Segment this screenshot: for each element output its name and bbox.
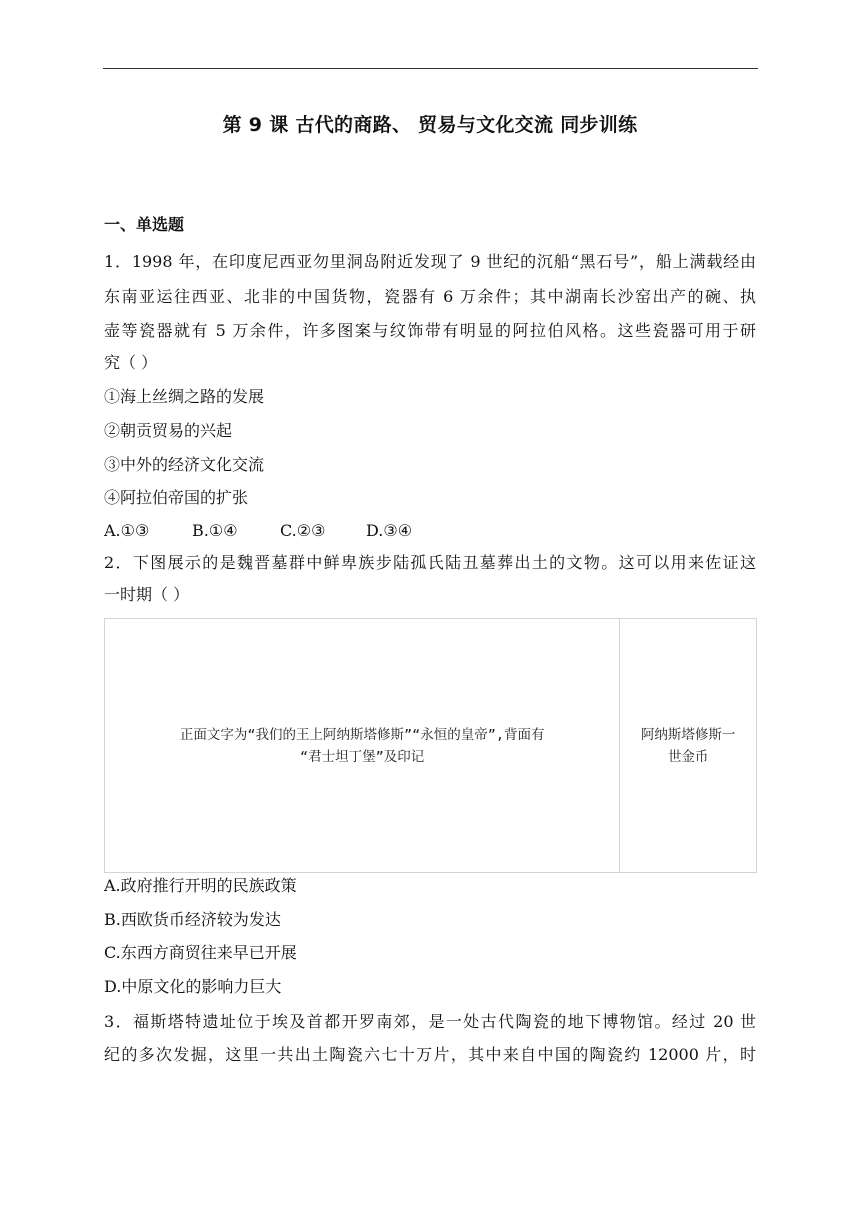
q1-line-2: 东南亚运往西亚、北非的中国货物，瓷器有 6 万余件；其中湖南长沙窑出产的碗、执	[104, 287, 756, 306]
q1-option-b[interactable]: B.①④	[192, 521, 238, 540]
q1-option-a[interactable]: A.①③	[104, 521, 150, 540]
q1-options	[104, 521, 412, 541]
section-heading-single-choice: 一、单选题	[104, 215, 185, 234]
coin-description-line-2: “君士坦丁堡”及印记	[300, 748, 425, 765]
page-title: 第 9 课 古代的商路、 贸易与文化交流 同步训练	[222, 114, 638, 136]
q1-line-1: 1．1998 年，在印度尼西亚勿里洞岛附近发现了 9 世纪的沉船“黑石号”，船上满载经由	[104, 252, 756, 271]
q1-line-4: 究（ ）	[104, 353, 158, 372]
coin-name-line-1: 阿纳斯塔修斯一	[640, 726, 736, 743]
header-rule	[103, 68, 758, 69]
q1-line-3: 壶等瓷器就有 5 万余件，许多图案与纹饰带有明显的阿拉伯风格。这些瓷器可用于研	[104, 321, 756, 340]
q1-item-1: ①海上丝绸之路的发展	[104, 387, 265, 406]
coin-description-cell	[105, 619, 620, 873]
q1-item-2: ②朝贡贸易的兴起	[104, 421, 233, 440]
q2-line-2: 一时期（ ）	[104, 585, 190, 604]
coin-name-cell	[620, 619, 757, 873]
q3-line-2: 纪的多次发掘，这里一共出土陶瓷六七十万片，其中来自中国的陶瓷约 12000 片，时	[104, 1045, 756, 1064]
q3-line-1: 3．福斯塔特遗址位于埃及首都开罗南郊，是一处古代陶瓷的地下博物馆。经过 20 世	[104, 1012, 756, 1031]
q2-line-1: 2．下图展示的是魏晋墓群中鲜卑族步陆孤氏陆丑墓葬出土的文物。这可以用来佐证这	[104, 553, 756, 572]
coin-name-line-2: 世金币	[667, 748, 709, 765]
q1-option-d[interactable]: D.③④	[366, 521, 413, 540]
q2-option-c[interactable]: C.东西方商贸往来早已开展	[104, 943, 297, 962]
q2-option-b[interactable]: B.西欧货币经济较为发达	[104, 910, 281, 929]
coin-description-line-1: 正面文字为“我们的王上阿纳斯塔修斯”“永恒的皇帝”,背面有	[179, 726, 545, 743]
coin-table-row	[105, 619, 757, 873]
q1-item-3: ③中外的经济文化交流	[104, 455, 265, 474]
q1-item-4: ④阿拉伯帝国的扩张	[104, 488, 249, 507]
q1-option-c[interactable]: C.②③	[280, 521, 326, 540]
coin-table	[104, 618, 757, 873]
q2-option-a[interactable]: A.政府推行开明的民族政策	[104, 876, 297, 895]
q2-option-d[interactable]: D.中原文化的影响力巨大	[104, 977, 282, 996]
